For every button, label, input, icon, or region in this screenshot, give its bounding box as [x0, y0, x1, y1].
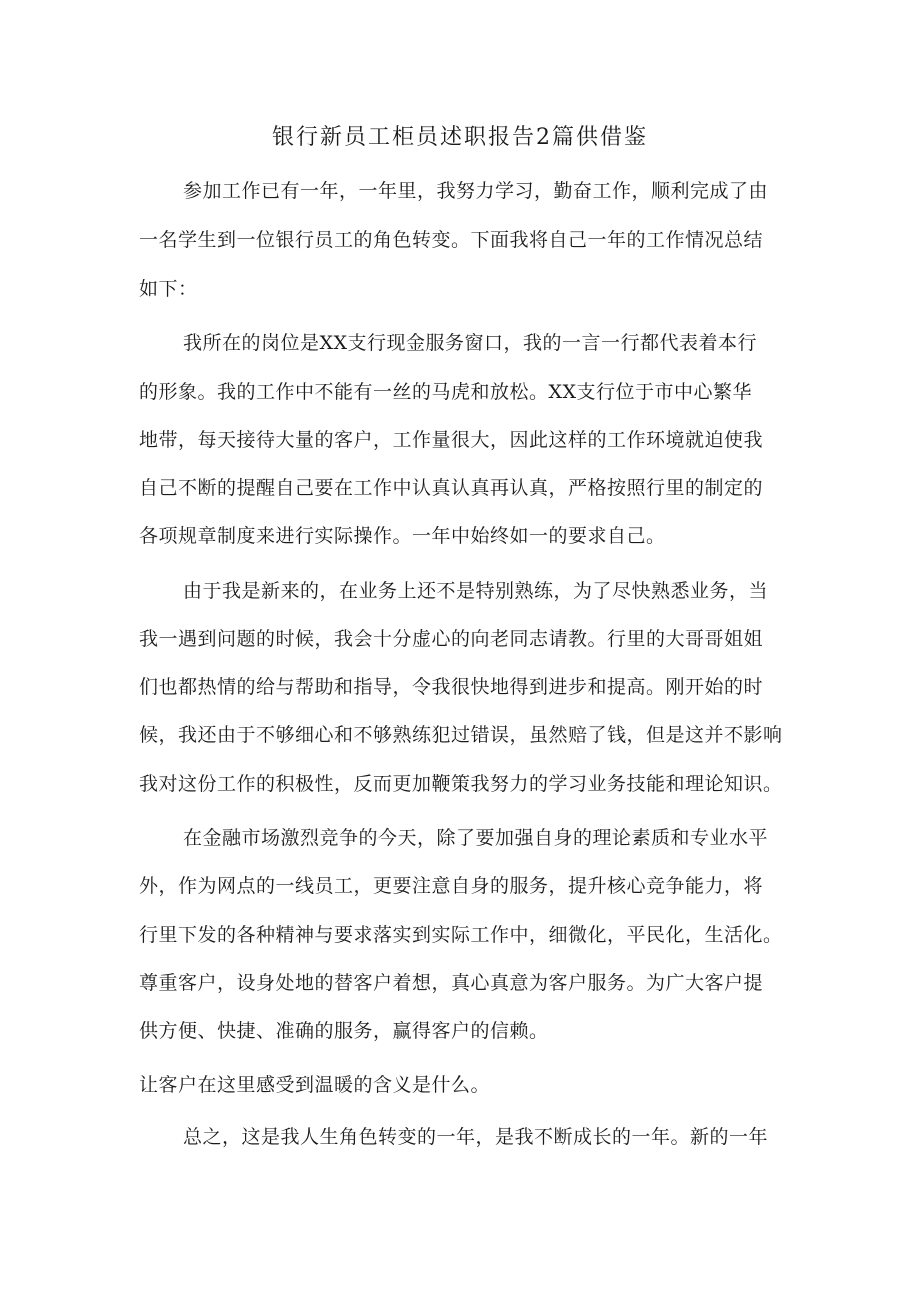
text-line: 供方便、快捷、准确的服务，赢得客户的信赖。: [139, 1020, 549, 1042]
text-line: 外，作为网点的一线员工，更要注意自身的服务，提升核心竞争能力，将: [139, 875, 764, 897]
text-line: 尊重客户，设身处地的替客户着想，真心真意为客户服务。为广大客户提: [139, 972, 764, 994]
document-title: 银行新员工柜员述职报告2篇供借鉴: [272, 125, 648, 150]
text-line: 地带，每天接待大量的客户，工作量很大，因此这样的工作环境就迫使我: [139, 429, 764, 451]
text-line: 的形象。我的工作中不能有一丝的马虎和放松。XX支行位于市中心繁华: [139, 381, 753, 403]
text-line: 各项规章制度来进行实际操作。一年中始终如一的要求自己。: [139, 525, 666, 547]
text-line: 们也都热情的给与帮助和指导，令我很快地得到进步和提高。刚开始的时: [139, 676, 764, 698]
text-line: 我对这份工作的积极性，反而更加鞭策我努力的学习业务技能和理论知识。: [139, 773, 783, 795]
text-line: 在金融市场激烈竞争的今天，除了要加强自身的理论素质和专业水平: [183, 827, 769, 849]
text-line: 如下：: [139, 278, 198, 300]
text-line: 候，我还由于不够细心和不够熟练犯过错误，虽然赔了钱，但是这并不影响: [139, 724, 783, 746]
text-line: 行里下发的各种精神与要求落实到实际工作中，细微化，平民化，生活化。: [139, 924, 783, 946]
text-line: 参加工作已有一年，一年里，我努力学习，勤奋工作，顺利完成了由: [183, 180, 769, 202]
text-line: 总之，这是我人生角色转变的一年，是我不断成长的一年。新的一年: [183, 1126, 769, 1148]
text-line: 自己不断的提醒自己要在工作中认真认真再认真，严格按照行里的制定的: [139, 477, 764, 499]
text-line: 我一遇到问题的时候，我会十分虚心的向老同志请教。行里的大哥哥姐姐: [139, 628, 764, 650]
text-line: 我所在的岗位是XX支行现金服务窗口，我的一言一行都代表着本行: [183, 332, 758, 354]
text-line: 一名学生到一位银行员工的角色转变。下面我将自己一年的工作情况总结: [139, 229, 764, 251]
text-line: 由于我是新来的，在业务上还不是特别熟练，为了尽快熟悉业务，当: [183, 580, 769, 602]
text-line: 让客户在这里感受到温暖的含义是什么。: [139, 1074, 491, 1096]
